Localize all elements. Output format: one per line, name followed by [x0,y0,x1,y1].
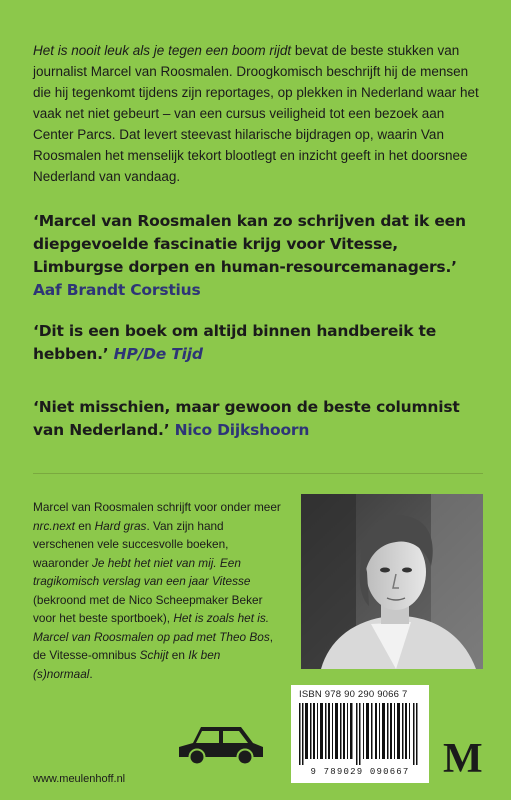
barcode [291,685,429,783]
blurb-paragraph [33,40,483,187]
book-title: Het is nooit leuk als je tegen een boom rijdt [33,43,292,58]
author-photo-illustration [301,494,483,669]
publisher-logo: M [443,736,483,782]
quote-2 [33,320,483,366]
bio-text-4: (bekroond met de Nico Scheepmaker Beker voor het beste sportboek), [33,592,263,625]
bio-text-5: , de Vitesse-omnibus [33,629,273,662]
publisher-website: www.meulenhoff.nl [33,773,126,785]
bio-text-1: Marcel van Roosmalen schrijft voor onder meer [33,500,281,514]
bio-italic-5: Schijt [139,648,169,662]
bio-italic-2: Hard gras [94,518,147,533]
bio-italic-6: Ik ben (s)normaal [33,648,221,681]
blurb-text: bevat de beste stukken van journalist Marcel van Roosmalen. Droogkomisch beschrijft hij de mensen die hij tegenkomt tijdens zijn reportages, op plekken in Nederland waar het vaak net niet gebeurt – van een cursus veiligheid tot een bezoek aan Center Parcs. Dat levert steevast hilarische bijdragen op, waarin Van Roosmalen het menselijk tekort blootlegt en inzicht geeft in het doorsnee Nederland van vandaag. [33,43,479,184]
quote-1 [33,210,483,302]
quote-2-source: HP/De Tijd [113,345,203,363]
bio-italic-4: Het is zoals het is. Marcel van Roosmalen op pad met Theo Bos [33,611,270,644]
car-icon [175,723,267,770]
quote-3 [33,396,483,442]
quote-1-text: ‘Marcel van Roosmalen kan zo schrijven dat ik een diepgevoelde fascinatie krijg voor Vitesse, Limburgse dorpen en human-resourcemanagers.’ [33,212,466,276]
barcode-digits: 9 789029 090667 [310,767,410,777]
author-bio [33,498,283,683]
bio-text-2: en [74,518,95,533]
bio-text-7: . [89,666,93,681]
bio-text-3: . Van zijn hand verschenen vele succesvolle boeken, waaronder [33,518,229,570]
quote-3-source: Nico Dijkshoorn [174,421,310,439]
section-divider [33,473,483,474]
quote-1-source: Aaf Brandt Corstius [33,281,201,299]
isbn-label: ISBN 978 90 290 9066 7 [299,689,408,700]
author-photo [301,494,483,669]
quote-2-text: ‘Dit is een boek om altijd binnen handbereik te hebben.’ [33,322,437,363]
barcode-bars [299,703,421,765]
bio-italic-3: Je hebt het niet van mij. Een tragikomisch verslag van een jaar Vitesse [33,555,251,588]
bio-text-6: en [168,648,189,662]
quote-3-text: ‘Niet misschien, maar gewoon de beste columnist van Nederland.’ [33,398,460,439]
bio-italic-1: nrc.next [33,518,75,533]
